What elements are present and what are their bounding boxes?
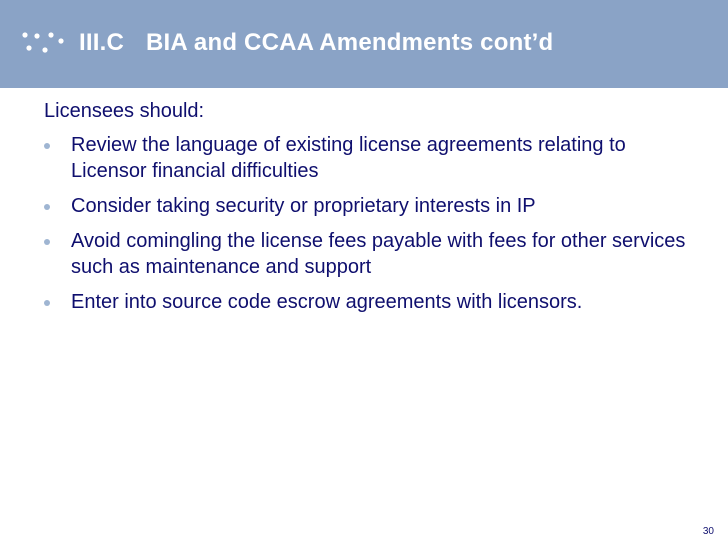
bullet-item [44, 289, 704, 315]
bullet-text: Enter into source code escrow agreements with licensors. [71, 291, 583, 313]
title-label: BIA and CCAA Amendments cont’d [146, 29, 554, 56]
slide-title [79, 29, 553, 57]
page-number: 30 [702, 526, 714, 537]
bullet-item [44, 132, 704, 184]
section-number: III.C [79, 29, 125, 56]
dots-logo-icon [22, 32, 64, 54]
title-bar [0, 0, 728, 88]
bullet-icon [44, 143, 50, 149]
bullet-text: Avoid comingling the license fees payable with fees for other services such as maintenance and support [71, 230, 686, 278]
intro-text: Licensees should: [44, 100, 205, 122]
bullet-item [44, 228, 704, 280]
slide-body [44, 98, 704, 324]
bullet-icon [44, 239, 50, 245]
bullet-list [44, 132, 704, 315]
bullet-text: Review the language of existing license agreements relating to Licensor financial difficulties [71, 134, 626, 182]
bullet-text: Consider taking security or proprietary interests in IP [71, 195, 536, 217]
bullet-item [44, 193, 704, 219]
bullet-icon [44, 204, 50, 210]
bullet-icon [44, 300, 50, 306]
